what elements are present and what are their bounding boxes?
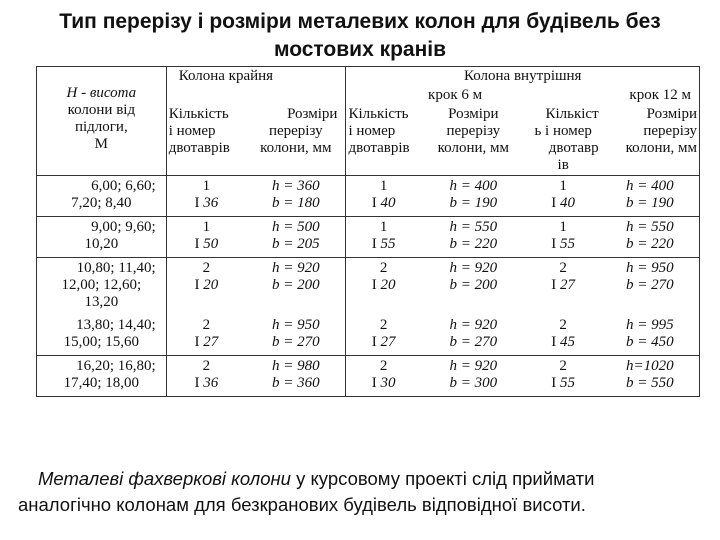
- header-line: Кількість: [168, 106, 229, 122]
- cell-inner6-size: [421, 176, 526, 217]
- size-h: h = 400: [449, 178, 498, 194]
- cell-outer-count: [166, 176, 246, 217]
- cell-height: [37, 315, 167, 356]
- footnote-emphasis: Металеві фахверкові колони: [38, 468, 291, 489]
- count-value: 2: [379, 358, 388, 374]
- cell-outer-count: [166, 217, 246, 258]
- size-h: h = 360: [271, 178, 320, 194]
- cell-inner6-count: [346, 176, 421, 217]
- height-line: 7,20; 8,40: [71, 195, 132, 211]
- header-inner6-count: [346, 105, 421, 176]
- beam-type: I 20: [194, 277, 219, 293]
- beam-type: I 40: [371, 195, 396, 211]
- page-title: [0, 8, 720, 64]
- size-h: h = 980: [271, 358, 320, 374]
- cell-inner6-size: [421, 217, 526, 258]
- count-value: 1: [559, 219, 567, 235]
- header-line: і номер: [168, 123, 216, 139]
- count-value: 1: [202, 178, 211, 194]
- size-b: b = 220: [449, 236, 498, 252]
- header-outer-group: Колона крайня: [166, 67, 346, 87]
- count-value: 2: [379, 317, 388, 333]
- size-b: b = 220: [626, 236, 674, 252]
- header-height-line: колони від: [67, 102, 136, 118]
- table-row: [37, 315, 700, 356]
- cell-inner12-size: [601, 258, 700, 316]
- count-value: 2: [559, 358, 567, 374]
- cell-inner12-count: [526, 258, 601, 316]
- size-b: b = 270: [449, 334, 498, 350]
- size-h: h = 920: [449, 358, 498, 374]
- height-line: 17,40; 18,00: [63, 375, 140, 391]
- cell-outer-size: [246, 356, 346, 397]
- size-b: b = 190: [626, 195, 674, 211]
- cell-outer-count: [166, 315, 246, 356]
- height-line: 13,80; 14,40;: [76, 317, 156, 333]
- count-value: 2: [202, 260, 211, 276]
- size-b: b = 205: [271, 236, 320, 252]
- header-line: перерізу: [268, 123, 323, 139]
- header-line: перерізу: [446, 123, 501, 139]
- size-h: h = 550: [626, 219, 674, 235]
- beam-type: I 55: [551, 375, 576, 391]
- cell-outer-size: [246, 217, 346, 258]
- header-line: Розміри: [646, 106, 697, 122]
- header-inner-group: Колона внутрішня: [346, 67, 700, 87]
- header-line: двотаврів: [168, 140, 230, 156]
- header-line: Кількіст: [545, 106, 599, 122]
- cell-inner12-count: [526, 356, 601, 397]
- header-line: перерізу: [643, 123, 697, 139]
- size-h: h = 920: [449, 317, 498, 333]
- cell-inner6-count: [346, 315, 421, 356]
- count-value: 1: [379, 219, 388, 235]
- height-line: 6,00; 6,60;: [91, 178, 156, 194]
- header-step-6: крок 6 м: [428, 87, 483, 103]
- size-b: b = 270: [271, 334, 320, 350]
- header-step-12: крок 12 м: [526, 86, 700, 105]
- header-line: двотаврів: [348, 140, 410, 156]
- cell-height: [37, 217, 167, 258]
- size-h: h = 550: [449, 219, 498, 235]
- size-h: h = 500: [271, 219, 320, 235]
- cell-outer-count: [166, 356, 246, 397]
- count-value: 2: [559, 317, 567, 333]
- header-line: колони, мм: [260, 140, 332, 156]
- header-inner6-size: [421, 105, 526, 176]
- cell-inner12-size: [601, 356, 700, 397]
- size-b: b = 270: [626, 277, 674, 293]
- cell-inner12-size: [601, 176, 700, 217]
- size-b: b = 360: [271, 375, 320, 391]
- beam-type: I 50: [194, 236, 219, 252]
- cell-outer-size: [246, 258, 346, 316]
- header-outer-size: [246, 86, 346, 176]
- header-line: Розміри: [287, 106, 338, 122]
- size-b: b = 180: [271, 195, 320, 211]
- height-line: 10,80; 11,40;: [76, 260, 156, 276]
- height-line: 16,20; 16,80;: [76, 358, 156, 374]
- table-row: [37, 176, 700, 217]
- size-b: b = 190: [449, 195, 498, 211]
- beam-type: I 36: [194, 375, 219, 391]
- cell-inner12-count: [526, 217, 601, 258]
- cell-outer-size: [246, 315, 346, 356]
- table-row: [37, 258, 700, 316]
- height-line: 12,00; 12,60;: [61, 277, 142, 293]
- footnote-line-2: аналогічно колонам для безкранових будівель відповідної висоти.: [18, 494, 586, 515]
- footnote-text: у курсовому проекті слід приймати: [290, 468, 595, 489]
- count-value: 2: [202, 358, 211, 374]
- size-b: b = 200: [271, 277, 320, 293]
- header-inner12-size: [601, 105, 700, 176]
- beam-type: I 27: [371, 334, 396, 350]
- header-line: колони, мм: [437, 140, 509, 156]
- size-h: h = 400: [626, 178, 674, 194]
- cell-height: [37, 356, 167, 397]
- beam-type: I 55: [551, 236, 576, 252]
- title-line-1: Тип перерізу і розміри металевих колон для будівель без: [59, 10, 661, 33]
- header-line: двотавр: [548, 140, 599, 156]
- size-h: h = 995: [626, 317, 674, 333]
- cell-inner12-size: [601, 217, 700, 258]
- cell-outer-count: [166, 258, 246, 316]
- table-row: [37, 217, 700, 258]
- beam-type: I 20: [371, 277, 396, 293]
- header-line: ь і номер: [534, 123, 592, 139]
- title-line-2: мостових кранів: [273, 38, 447, 61]
- size-b: b = 450: [626, 334, 674, 350]
- cell-inner6-size: [421, 315, 526, 356]
- beam-type: I 27: [551, 277, 576, 293]
- header-line: Кількість: [348, 106, 409, 122]
- height-line: 9,00; 9,60;: [91, 219, 156, 235]
- beam-type: I 30: [371, 375, 396, 391]
- header-inner12-count: [526, 105, 601, 176]
- count-value: 1: [559, 178, 567, 194]
- header-line: ів: [557, 157, 569, 173]
- size-h: h = 920: [271, 260, 320, 276]
- height-line: 15,00; 15,60: [63, 334, 140, 350]
- size-b: b = 300: [449, 375, 498, 391]
- header-height-line: М: [94, 136, 109, 152]
- cell-height: [37, 258, 167, 316]
- header-height-line: H - висота: [66, 85, 137, 101]
- count-value: 2: [379, 260, 388, 276]
- beam-type: I 40: [551, 195, 576, 211]
- cell-inner6-count: [346, 258, 421, 316]
- beam-type: I 27: [194, 334, 219, 350]
- header-line: колони, мм: [625, 140, 697, 156]
- header-line: Розміри: [448, 106, 499, 122]
- header-height: [37, 67, 167, 176]
- size-b: b = 550: [626, 375, 674, 391]
- size-h: h = 950: [271, 317, 320, 333]
- table-row: [37, 356, 700, 397]
- header-outer-count: [166, 86, 246, 176]
- count-value: 2: [202, 317, 211, 333]
- header-height-line: підлоги,: [74, 119, 128, 135]
- size-h: h=1020: [626, 358, 674, 374]
- beam-type: I 45: [551, 334, 576, 350]
- count-value: 1: [379, 178, 388, 194]
- cell-inner12-count: [526, 315, 601, 356]
- header-line: і номер: [348, 123, 396, 139]
- cell-outer-size: [246, 176, 346, 217]
- beam-type: I 36: [194, 195, 219, 211]
- cell-inner12-size: [601, 315, 700, 356]
- columns-table: [36, 66, 700, 397]
- count-value: 2: [559, 260, 567, 276]
- size-h: h = 950: [626, 260, 674, 276]
- beam-type: I 55: [371, 236, 396, 252]
- height-line: 13,20: [84, 294, 119, 310]
- size-b: b = 200: [449, 277, 498, 293]
- cell-inner6-count: [346, 217, 421, 258]
- footnote: [18, 466, 708, 518]
- cell-height: [37, 176, 167, 217]
- cell-inner12-count: [526, 176, 601, 217]
- size-h: h = 920: [449, 260, 498, 276]
- cell-inner6-count: [346, 356, 421, 397]
- count-value: 1: [202, 219, 211, 235]
- cell-inner6-size: [421, 258, 526, 316]
- cell-inner6-size: [421, 356, 526, 397]
- height-line: 10,20: [84, 236, 119, 252]
